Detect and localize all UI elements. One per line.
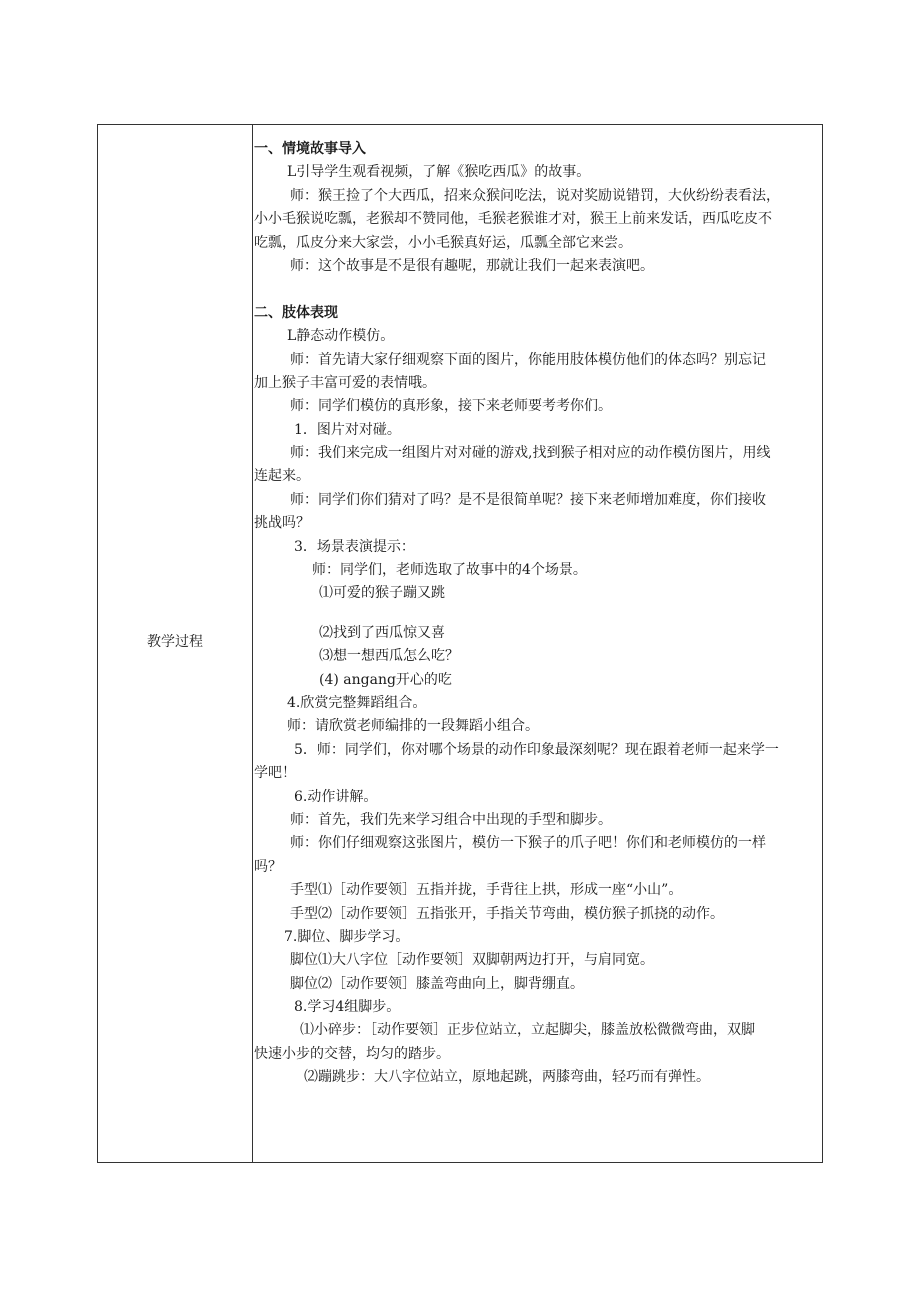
paragraph-line: 加上猴子丰富可爱的表情哦。: [254, 374, 436, 391]
paragraph-line: 连起来。: [254, 468, 310, 485]
paragraph-line: 师：同学们模仿的真形象，接下来老师要考考你们。: [290, 398, 612, 415]
list-item: ⑵找到了西瓜惊又喜: [319, 624, 445, 641]
paragraph-line: 脚位⑴大八字位［动作要领］双脚朝两边打开，与肩同宽。: [290, 952, 654, 969]
paragraph-line: 脚位⑵［动作要领］膝盖弯曲向上，脚背绷直。: [290, 975, 584, 992]
paragraph-line: 1．图片对对碰。: [294, 421, 401, 438]
paragraph-line: 手型⑵［动作要领］五指张开，手指关节弯曲，模仿猴子抓挠的动作。: [290, 905, 724, 922]
paragraph-line: 师：我们来完成一组图片对对碰的游戏,找到猴子相对应的动作模仿图片，用线: [290, 445, 771, 462]
paragraph-line: 3．场景表演提示：: [294, 538, 415, 555]
paragraph-line: 吃瓢，瓜皮分来大家尝，小小毛猴真好运，瓜瓢全部它来尝。: [254, 234, 632, 251]
paragraph-line: 师：请欣赏老师编排的一段舞蹈小组合。: [287, 718, 539, 735]
list-item: (4) angang开心的吃: [319, 671, 452, 688]
paragraph-line: 4.欣赏完整舞蹈组合。: [287, 694, 427, 711]
paragraph-line: ⑵蹦跳步：大八字位站立，原地起跳，两膝弯曲，轻巧而有弹性。: [304, 1069, 710, 1086]
spacer: [254, 606, 822, 622]
paragraph-line: 6.动作讲解。: [294, 788, 378, 805]
paragraph-line: 快速小步的交替，均匀的踏步。: [254, 1045, 450, 1062]
lesson-table: [97, 124, 823, 1163]
paragraph-line: 师：首先请大家仔细观察下面的图片，你能用肢体模仿他们的体态吗？别忘记: [290, 351, 766, 368]
paragraph-line: 师：猴王捡了个大西瓜，招来众猴问吃法，说对奖励说错罚，大伙纷纷表看法，: [290, 187, 780, 204]
paragraph-line: 师：同学们，老师选取了故事中的4个场景。: [312, 562, 587, 579]
paragraph-line: 7.脚位、脚步学习。: [284, 928, 410, 945]
paragraph-line: 师：首先，我们先来学习组合中出现的手型和脚步。: [290, 811, 612, 828]
paragraph-line: 吗？: [254, 858, 282, 875]
paragraph-line: 师：你们仔细观察这张图片，模仿一下猴子的爪子吧！你们和老师模仿的一样: [290, 835, 766, 852]
column-divider: [252, 125, 253, 1162]
paragraph-line: 手型⑴［动作要领］五指并拢，手背往上拱，形成一座“小山”。: [290, 882, 683, 899]
list-item: ⑴可爱的猴子蹦又跳: [319, 585, 445, 602]
paragraph-line: 5．师：同学们，你对哪个场景的动作印象最深刻呢？现在跟着老师一起来学一: [294, 741, 779, 758]
section-heading: 一、情境故事导入: [254, 141, 366, 157]
paragraph-line: 师：同学们你们猜对了吗？是不是很简单呢？接下来老师增加难度，你们接收: [290, 491, 766, 508]
paragraph-line: 8.学习4组脚步。: [294, 999, 401, 1016]
content-cell: [254, 138, 822, 1090]
paragraph-line: L静态动作模仿。: [287, 328, 395, 345]
spacer: [254, 278, 822, 301]
row-label: 教学过程: [147, 634, 203, 650]
section-heading: 二、肢体表现: [254, 304, 338, 321]
paragraph-line: 学吧！: [254, 765, 296, 782]
paragraph-line: 挑战吗？: [254, 515, 310, 532]
paragraph-line: ⑴小碎步：［动作要领］正步位站立，立起脚尖，膝盖放松微微弯曲，双脚: [300, 1022, 755, 1039]
list-item: ⑶想一想西瓜怎么吃？: [319, 648, 459, 665]
paragraph-line: L引导学生观看视频，了解《猴吃西瓜》的故事。: [287, 164, 591, 181]
paragraph-line: 师：这个故事是不是很有趣呢，那就让我们一起来表演吧。: [290, 257, 654, 274]
paragraph-line: 小小毛猴说吃瓢，老猴却不赞同他，毛猴老猴谁才对，猴王上前来发话，西瓜吃皮不: [254, 211, 772, 228]
